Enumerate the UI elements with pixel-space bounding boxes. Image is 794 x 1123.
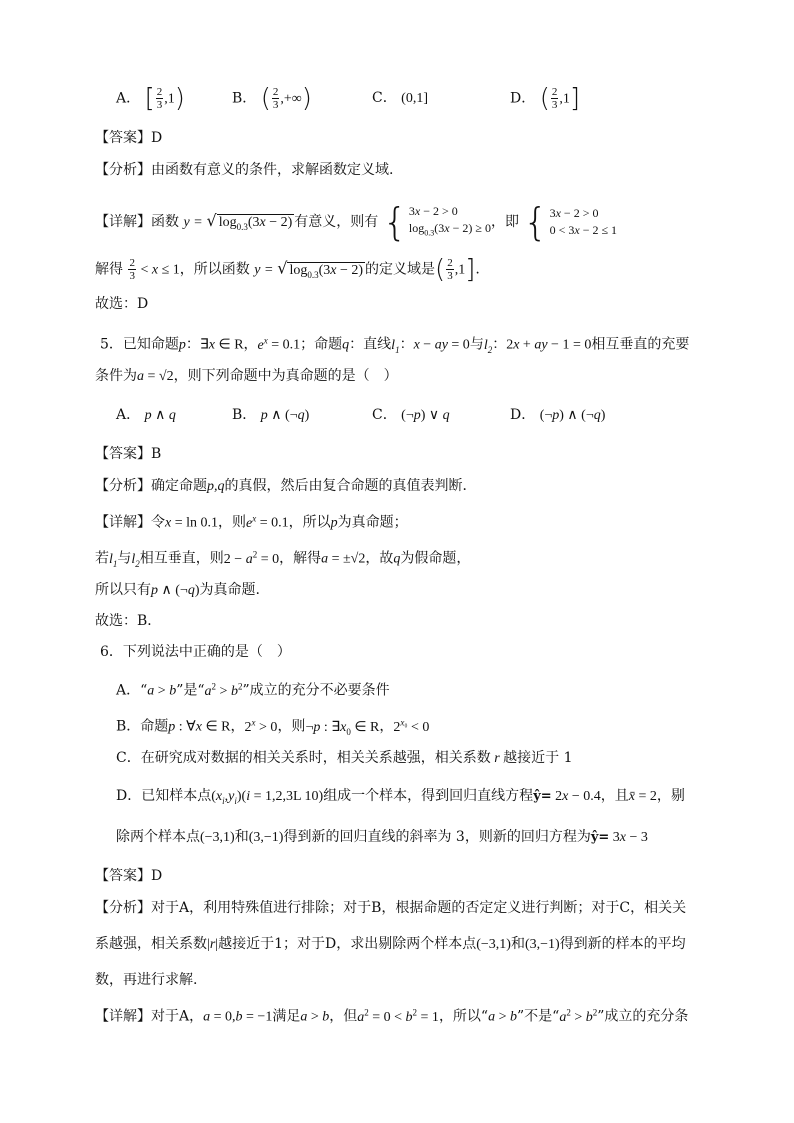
detail-text: ，即 — [490, 214, 519, 231]
answer-value: B — [151, 446, 162, 462]
detail-tag: 【详解】 — [95, 1008, 151, 1025]
option-label: C． — [372, 407, 397, 423]
conclusion: 故选：D — [95, 296, 149, 312]
option-text: 得到新的回归直线的斜率为 3，则新的回归方程为 — [283, 829, 591, 845]
equation-system: { 3x − 2 > 0 $\log_{0.3}(3x - 2) \ge 0$ — [382, 200, 491, 245]
conclusion: 故选：B． — [95, 613, 162, 629]
option-text: ， — [379, 718, 394, 735]
equation-system: { 3x − 2 > 0 0 < 3x − 2 ≤ 1 — [523, 200, 618, 245]
analysis-text: 系越强，相关系数 — [95, 936, 207, 952]
option-label: A． — [116, 682, 141, 699]
analysis-line-2: 系越强，相关系数|r|越接近于1；对于D，求出剔除两个样本点(−3,1)和(3,−1)得到新的样本的平均 — [95, 936, 686, 952]
stem-text: 相互垂直的充要 — [591, 336, 690, 353]
stem-text: ，则下列命题中为真命题的是（ ） — [173, 368, 398, 384]
analysis-text: 和 — [510, 936, 525, 952]
analysis-line-3: 数，再进行求解. — [95, 972, 198, 988]
option-c: C． (¬p) ∨ q — [372, 407, 450, 423]
detail-text: ”成立的充分条 — [597, 1008, 689, 1025]
answer-tag: 【答案】 — [95, 130, 151, 146]
detail-text: 函数 — [151, 214, 179, 231]
option-text: ”是“ — [176, 682, 205, 699]
detail-text: 对于A， — [151, 1008, 204, 1025]
detail-tag: 【详解】 — [95, 514, 151, 531]
analysis-text: 越接近于1；对于D，求出剔除两个样本点 — [218, 936, 477, 952]
analysis-text: 对于A，利用特殊值进行排除；对于B，根据命题的否定定义进行判断；对于C，相关关 — [151, 900, 687, 916]
detail-text: 为真命题. — [199, 582, 260, 598]
answer-tag: 【答案】 — [95, 868, 151, 884]
option-label: B． — [116, 718, 141, 735]
detail-text: ，但 — [329, 1008, 358, 1025]
option-d: D． (¬p) ∧ (¬q) — [510, 407, 606, 423]
option-a: A．“a > b”是“$a^2 > b^2$”成立的充分不必要条件 — [116, 681, 390, 699]
detail-text: 相互垂直，则 — [139, 550, 224, 567]
option-label: B． — [232, 407, 257, 423]
answer-tag: 【答案】 — [95, 446, 151, 462]
solve-text: 解得 — [95, 261, 123, 278]
option-text: ，剔 — [656, 788, 685, 804]
option-text: ”成立的充分不必要条件 — [242, 682, 390, 699]
detail-text: ，所以 — [288, 514, 331, 531]
detail-text: ，故 — [365, 550, 394, 567]
detail-text: 为假命题， — [400, 550, 471, 567]
option-d-line-2: 除两个样本点(−3,1)和(3,−1)得到新的回归直线的斜率为 3，则新的回归方程为ŷ= 3x − 3 — [116, 829, 648, 845]
option-text: ， — [230, 718, 245, 735]
detail-line: 【详解】函数 y = √ $\log_{0.3}(3x - 2)$ 有意义，则有 { 3x − 2 > 0 $\log_{0.3}(3x - 2) \ge 0$ ，即 { 3x − 2 > 0 0 < 3x − 2 ≤ 1 — [95, 200, 618, 245]
stem-text: ， — [243, 336, 258, 353]
option-label: A． — [116, 407, 141, 423]
option-label: C． — [372, 90, 397, 106]
detail-tag: 【详解】 — [95, 214, 151, 231]
answer-value: D — [151, 868, 163, 884]
analysis-tag: 【分析】 — [95, 162, 151, 178]
option-label: D． — [116, 788, 142, 804]
analysis-text: 确定命题 — [151, 478, 207, 494]
option-text: 和 — [234, 829, 249, 845]
option-text: 在研究成对数据的相关关系时，相关关系越强，相关系数 — [140, 750, 491, 766]
question-stem-2: 条件为a = √2，则下列命题中为真命题的是（ ） — [95, 368, 398, 384]
analysis-line — [95, 898, 686, 918]
stem-text: 5．已知命题 — [100, 336, 179, 353]
option-b: B． p ∧ (¬q) — [232, 407, 310, 423]
detail-text: 为真命题； — [337, 514, 408, 531]
option-text: 组成一个样本，得到回归直线方程 — [323, 788, 534, 804]
option-text: 除两个样本点 — [116, 829, 200, 845]
stem-text: 条件为 — [95, 368, 137, 384]
detail-line: 【详解】对于A，a = 0,b = −1满足a > b，但$a^2 = 0 < b^2 = 1$，所以“a > b”不是“$a^2 > b^2$”成立的充分条 — [95, 1007, 689, 1025]
solve-text: ，所以函数 — [179, 261, 250, 278]
answer-line — [95, 444, 161, 464]
solve-text: 的定义域是 — [365, 261, 436, 278]
answer-line — [95, 128, 162, 148]
analysis-tag: 【分析】 — [95, 478, 151, 494]
option-text: 已知样本点 — [141, 788, 212, 804]
analysis-line: 【分析】确定命题p,q的真假，然后由复合命题的真值表判断． — [95, 478, 477, 494]
option-text: “ — [140, 682, 148, 699]
detail-text: ”不是“ — [517, 1008, 560, 1025]
answer-line — [95, 866, 162, 886]
option-text: ，则 — [277, 718, 306, 735]
detail-text: ，则 — [218, 514, 247, 531]
option-label: C． — [116, 750, 141, 766]
detail-text: 与 — [117, 550, 132, 567]
option-a: A． p ∧ q — [116, 407, 176, 423]
option-label: A． — [116, 90, 141, 107]
option-c: C．在研究成对数据的相关关系时，相关关系越强，相关系数 r 越接近于 1 — [116, 750, 573, 766]
detail-text: 有意义，则有 — [294, 214, 379, 231]
detail-line-3: 所以只有p ∧ (¬q)为真命题. — [95, 582, 260, 598]
option-b: B． ( $\frac{2}{3}$ ,+∞) — [232, 83, 312, 114]
stem-text: ；命题 — [300, 336, 343, 353]
option-label: D． — [510, 407, 536, 423]
option-c: C． (0,1] — [372, 90, 428, 106]
detail-text: 所以只有 — [95, 582, 151, 598]
detail-text: 若 — [95, 550, 109, 567]
option-b: B．命题p : ∀x ∈ R，$2^x > 0$，则¬p : $\exists x_0$ ∈ R，$2^{x_0} < 0$ — [116, 717, 430, 737]
question-stem: 6．下列说法中正确的是（ ） — [100, 644, 291, 660]
detail-text: 令 — [151, 514, 165, 531]
analysis-line — [95, 160, 393, 180]
question-stem: 5．已知命题p：∃x ∈ R，$e^x = 0.1$；命题q：直线$l_1$：x − ay = 0与$l_2$：2x + ay − 1 = 0相互垂直的充要 — [100, 335, 690, 355]
detail-text: 满足 — [272, 1008, 301, 1025]
option-d: D．已知样本点$(x_i,y_i)(i = 1,2,3L$ 10)组成一个样本，得到回归直线方程ŷ= 2x − 0.4，且x̄ = 2，剔 — [116, 788, 685, 806]
option-label: D． — [510, 90, 536, 107]
analysis-tag: 【分析】 — [95, 900, 151, 916]
option-d: D． ( $\frac{2}{3}$ ,1] — [510, 83, 580, 114]
analysis-text: 的真假，然后由复合命题的真值表判断． — [224, 478, 477, 494]
option-a: A． [ $\frac{2}{3}$ ,1) — [116, 83, 185, 114]
detail-line-2: 若$l_1$与$l_2$相互垂直，则$2 - a^2 = 0$，解得a = ±√2，故q为假命题， — [95, 549, 471, 569]
solve-line: 解得 $\frac{2}{3}$ < x ≤ 1，所以函数 y = √ $\log_{0.3}(3x - 2)$ 的定义域是( $\frac{2}{3}$ ,1]. — [95, 254, 480, 285]
option-text: 命题 — [140, 718, 169, 735]
answer-value: D — [151, 130, 163, 146]
stem-text: 与 — [469, 336, 484, 353]
stem-text: ：直线 — [349, 336, 392, 353]
option-text: 越接近于 1 — [503, 750, 573, 766]
detail-text: ，所以“ — [438, 1008, 489, 1025]
detail-line: 【详解】令x = ln 0.1，则$e^x = 0.1$，所以p为真命题； — [95, 513, 408, 531]
analysis-text: 由函数有意义的条件，求解函数定义域. — [151, 162, 394, 178]
option-label: B． — [232, 90, 257, 107]
option-text: ，且 — [600, 788, 629, 804]
detail-text: ，解得 — [279, 550, 322, 567]
analysis-text: 得到新的样本的平均 — [559, 936, 686, 952]
